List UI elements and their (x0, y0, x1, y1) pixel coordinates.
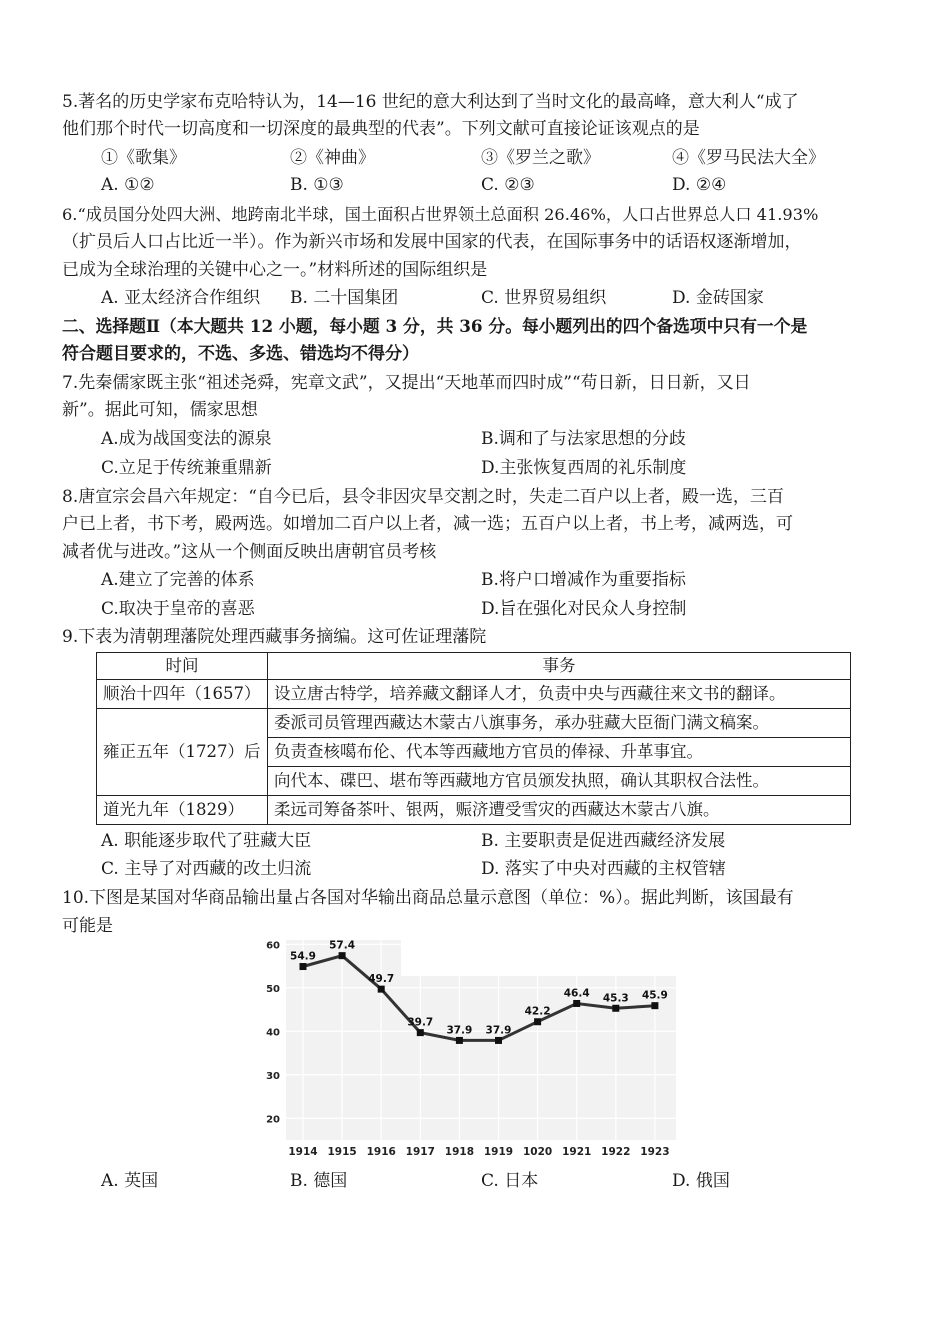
q6-stem-line3: 已成为全球治理的关键中心之一。”材料所述的国际组织是 (62, 260, 488, 280)
data-label: 54.9 (290, 950, 316, 963)
data-point (651, 1002, 658, 1009)
q5-item-2: ②《神曲》 (290, 148, 375, 168)
x-tick-label: 1915 (327, 1146, 357, 1158)
q9-table (96, 652, 851, 825)
q10-stem-line1: 10.下图是某国对华商品输出量占各国对华输出商品总量示意图（单位：%）。据此判断，该国最有 (62, 888, 794, 908)
table-row (97, 680, 851, 709)
table-row (97, 709, 851, 738)
data-label: 37.9 (446, 1024, 473, 1037)
q6-stem-line1: 6.“成员国分处四大洲、地跨南北半球，国土面积占世界领土总面积 26.46%，人口占世界总人口 41.93% (62, 205, 819, 224)
table-cell-affair: 向代本、碟巴、堪布等西藏地方官员颁发执照，确认其职权合法性。 (268, 767, 851, 796)
q9-option-c[interactable]: C. 主导了对西藏的改土归流 (101, 859, 312, 879)
table-cell-time: 顺治十四年（1657） (97, 680, 268, 709)
table-cell-affair: 柔远司筹备茶叶、银两，赈济遭受雪灾的西藏达木蒙古八旗。 (268, 796, 851, 825)
q10-option-a[interactable]: A. 英国 (101, 1171, 159, 1191)
data-label: 37.9 (485, 1024, 512, 1037)
q8-option-d[interactable]: D.旨在强化对民众人身控制 (481, 599, 687, 619)
section2-heading-line1: 二、选择题Ⅱ（本大题共 12 小题，每小题 3 分，共 36 分。每小题列出的四个备选项中只有一个是 (62, 316, 808, 336)
x-tick-label: 1020 (522, 1146, 553, 1158)
q8-option-c[interactable]: C.取决于皇帝的喜恶 (101, 599, 255, 619)
q9-option-b[interactable]: B. 主要职责是促进西藏经济发展 (481, 831, 726, 851)
q10-option-c[interactable]: C. 日本 (481, 1171, 539, 1191)
q5-option-a[interactable]: A. ①② (101, 175, 155, 195)
q5-item-3: ③《罗兰之歌》 (481, 148, 600, 168)
q8-stem-line3: 减者优与进改。”这从一个侧面反映出唐朝官员考核 (62, 542, 437, 562)
q5-option-c[interactable]: C. ②③ (481, 175, 535, 195)
data-label: 42.2 (524, 1005, 551, 1018)
q8-stem-line2: 户已上者，书下考，殿两选。如增加二百户以上者，减一选；五百户以上者，书上考，减两选，可 (62, 514, 793, 534)
data-label: 46.4 (563, 987, 590, 1000)
table-header-affairs: 事务 (268, 653, 851, 680)
q10-option-b[interactable]: B. 德国 (290, 1171, 348, 1191)
plot-top-blank (401, 940, 676, 976)
q5-option-d[interactable]: D. ②④ (672, 175, 727, 195)
q5-item-4: ④《罗马民法大全》 (672, 148, 825, 168)
data-point (612, 1005, 619, 1012)
q5-stem-line1: 5.著名的历史学家布克哈特认为，14—16 世纪的意大利达到了当时文化的最高峰，意大利人“成了 (62, 92, 799, 112)
table-row (97, 796, 851, 825)
y-tick-label: 20 (266, 1114, 280, 1126)
chart-svg (256, 940, 676, 1162)
q9-option-a[interactable]: A. 职能逐步取代了驻藏大臣 (101, 831, 312, 851)
data-point (300, 963, 307, 970)
y-tick-label: 50 (266, 983, 280, 995)
data-point (534, 1018, 541, 1025)
q8-option-a[interactable]: A.建立了完善的体系 (101, 570, 255, 590)
q5-option-b[interactable]: B. ①③ (290, 175, 344, 195)
data-point (378, 986, 385, 993)
data-label: 49.7 (368, 973, 395, 986)
q8-option-b[interactable]: B.将户口增减作为重要指标 (481, 570, 686, 590)
section2-heading-line2: 符合题目要求的，不选、多选、错选均不得分） (62, 344, 419, 364)
table-header-time: 时间 (97, 653, 268, 680)
q6-option-d[interactable]: D. 金砖国家 (672, 288, 764, 308)
q7-stem-line1: 7.先秦儒家既主张“祖述尧舜，宪章文武”，又提出“天地革而四时成”“苟日新，日日新，又日 (62, 373, 751, 393)
y-tick-label: 40 (266, 1027, 280, 1039)
table-cell-time: 道光九年（1829） (97, 796, 268, 825)
x-tick-label: 1923 (640, 1146, 670, 1158)
x-tick-label: 1918 (444, 1146, 475, 1158)
table-cell-time: 雍正五年（1727）后 (97, 709, 268, 796)
q5-stem-line2: 他们那个时代一切高度和一切深度的最典型的代表”。下列文献可直接论证该观点的是 (62, 119, 700, 139)
x-tick-label: 1921 (562, 1146, 592, 1158)
x-tick-label: 1914 (288, 1146, 318, 1158)
data-label: 45.9 (641, 989, 668, 1002)
q7-option-b[interactable]: B.调和了与法家思想的分歧 (481, 429, 686, 449)
q9-option-d[interactable]: D. 落实了中央对西藏的主权管辖 (481, 859, 726, 879)
table-cell-affair: 委派司员管理西藏达木蒙古八旗事务，承办驻藏大臣衙门满文稿案。 (268, 709, 851, 738)
table-cell-affair: 设立唐古特学，培养藏文翻译人才，负责中央与西藏往来文书的翻译。 (268, 680, 851, 709)
q6-option-b[interactable]: B. 二十国集团 (290, 288, 399, 308)
data-point (456, 1037, 463, 1044)
q8-stem-line1: 8.唐宣宗会昌六年规定：“自今已后，县令非因灾旱交割之时，失走二百户以上者，殿一选，三百 (62, 487, 784, 507)
data-point (495, 1037, 502, 1044)
q7-option-c[interactable]: C.立足于传统兼重鼎新 (101, 458, 272, 478)
q7-stem-line2: 新”。据此可知，儒家思想 (62, 400, 258, 420)
q10-stem-line2: 可能是 (62, 916, 113, 936)
line-chart (256, 940, 676, 1162)
x-tick-label: 1916 (366, 1146, 396, 1158)
q7-option-d[interactable]: D.主张恢复西周的礼乐制度 (481, 458, 687, 478)
x-tick-label: 1917 (405, 1146, 435, 1158)
x-tick-label: 1919 (483, 1146, 514, 1158)
data-point (573, 1000, 580, 1007)
q5-item-1: ①《歌集》 (101, 148, 186, 168)
table-header-row (97, 653, 851, 680)
q10-option-d[interactable]: D. 俄国 (672, 1171, 730, 1191)
q6-option-c[interactable]: C. 世界贸易组织 (481, 288, 607, 308)
q6-option-a[interactable]: A. 亚太经济合作组织 (101, 288, 261, 308)
q7-option-a[interactable]: A.成为战国变法的源泉 (101, 429, 272, 449)
y-tick-label: 30 (266, 1070, 280, 1082)
data-label: 39.7 (407, 1016, 434, 1029)
y-tick-label: 60 (266, 940, 280, 952)
data-label: 45.3 (602, 992, 629, 1005)
table-cell-affair: 负责查核噶布伦、代本等西藏地方官员的俸禄、升革事宜。 (268, 738, 851, 767)
q9-stem: 9.下表为清朝理藩院处理西藏事务摘编。这可佐证理藩院 (62, 627, 487, 647)
data-point (339, 952, 346, 959)
q6-stem-line2: （扩员后人口占比近一半）。作为新兴市场和发展中国家的代表，在国际事务中的话语权逐渐增加， (62, 232, 802, 252)
x-tick-label: 1922 (601, 1146, 631, 1158)
data-label: 57.4 (329, 940, 356, 952)
data-point (417, 1029, 424, 1036)
